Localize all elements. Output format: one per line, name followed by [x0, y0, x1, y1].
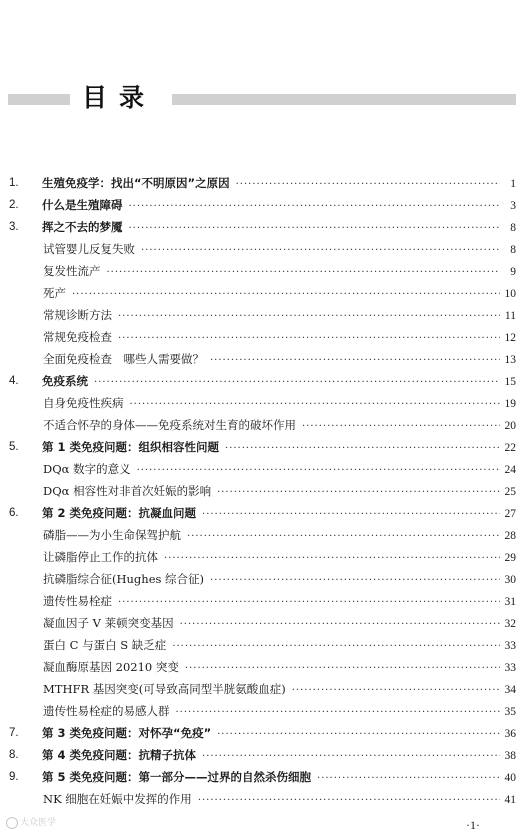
toc-entry-number: 8.	[9, 749, 19, 761]
toc-entry-title: DQα 相容性对非首次妊娠的影响	[43, 484, 212, 498]
toc-entry-title: 磷脂——为小生命保驾护航	[43, 528, 181, 542]
dot-leader	[94, 372, 500, 394]
toc-chapter-row[interactable]	[0, 436, 522, 458]
toc-entry-number: 9.	[9, 771, 19, 783]
toc-page-number: 25	[504, 486, 516, 498]
toc-page-number: 33	[504, 640, 516, 652]
toc-entry	[43, 612, 516, 636]
dot-leader	[107, 262, 501, 284]
toc-entry	[42, 370, 516, 394]
toc-page-number: 8	[510, 222, 516, 234]
toc-entry-title: 不适合怀孕的身体——免疫系统对生育的破坏作用	[43, 418, 296, 432]
dot-leader	[210, 570, 500, 592]
toc-entry-number: 4.	[9, 375, 19, 387]
dot-leader	[202, 746, 500, 768]
toc-entry-title: 第 2 类免疫问题：抗凝血问题	[42, 506, 197, 520]
dot-leader	[225, 438, 500, 460]
toc-entry-title: 第 3 类免疫问题：对怀孕“免疫”	[42, 726, 212, 740]
toc-page-number: 8	[510, 244, 516, 256]
toc-section-row[interactable]	[0, 238, 522, 260]
toc-entry	[42, 436, 516, 460]
toc-entry	[43, 304, 516, 328]
toc-entry	[42, 502, 516, 526]
watermark	[6, 815, 56, 829]
toc-section-row[interactable]	[0, 524, 522, 546]
toc-entry-title: 凝血因子 V 莱顿突变基因	[43, 616, 174, 630]
toc-entry	[42, 766, 516, 790]
toc-entry	[43, 656, 516, 680]
toc-entry	[43, 414, 516, 438]
toc-section-row[interactable]	[0, 590, 522, 612]
toc-entry-number: 7.	[9, 727, 19, 739]
toc-entry-number: 3.	[9, 221, 19, 233]
toc-entry-title: 让磷脂停止工作的抗体	[43, 550, 158, 564]
toc-entry-title: 常规免疫检查	[43, 330, 112, 344]
toc-entry	[43, 546, 516, 570]
toc-entry-title: MTHFR 基因突变(可导致高同型半胱氨酸血症)	[43, 682, 286, 696]
toc-page-number: 38	[504, 750, 516, 762]
toc-entry-number: 6.	[9, 507, 19, 519]
table-of-contents	[0, 172, 522, 810]
toc-chapter-row[interactable]	[0, 172, 522, 194]
toc-entry	[43, 260, 516, 284]
toc-entry-title: 试管婴儿反复失败	[43, 242, 135, 256]
toc-entry	[42, 172, 516, 196]
toc-section-row[interactable]	[0, 656, 522, 678]
toc-section-row[interactable]	[0, 634, 522, 656]
toc-entry	[42, 194, 516, 218]
page-title: 目录	[82, 83, 157, 112]
toc-chapter-row[interactable]	[0, 370, 522, 392]
toc-entry-title: 第 4 类免疫问题：抗精子抗体	[42, 748, 197, 762]
toc-entry-title: NK 细胞在妊娠中发挥的作用	[43, 792, 192, 806]
toc-entry	[43, 348, 516, 372]
toc-section-row[interactable]	[0, 678, 522, 700]
toc-page-number: 33	[504, 662, 516, 674]
toc-page-number: 29	[504, 552, 516, 564]
toc-page-number: 19	[504, 398, 516, 410]
toc-entry-title: 凝血酶原基因 20210 突变	[43, 660, 179, 674]
toc-entry-title: 挥之不去的梦魇	[42, 220, 123, 234]
toc-chapter-row[interactable]	[0, 194, 522, 216]
toc-chapter-row[interactable]	[0, 744, 522, 766]
toc-entry	[42, 744, 516, 768]
dot-leader	[137, 460, 500, 482]
toc-page-number: 22	[504, 442, 516, 454]
toc-section-row[interactable]	[0, 260, 522, 282]
toc-entry-title: 遗传性易栓症的易感人群	[43, 704, 170, 718]
page-number: ·1·	[466, 818, 480, 832]
toc-page-number: 3	[510, 200, 516, 212]
toc-section-row[interactable]	[0, 568, 522, 590]
toc-section-row[interactable]	[0, 414, 522, 436]
dot-leader	[172, 636, 500, 658]
toc-page-number: 12	[504, 332, 516, 344]
dot-leader	[317, 768, 500, 790]
toc-page-number: 32	[504, 618, 516, 630]
title-rule-left	[8, 94, 70, 105]
toc-section-row[interactable]	[0, 326, 522, 348]
dot-leader	[118, 328, 500, 350]
toc-entry	[43, 326, 516, 350]
toc-entry-title: 蛋白 C 与蛋白 S 缺乏症	[43, 638, 167, 652]
toc-entry	[42, 722, 516, 746]
toc-page-number: 15	[504, 376, 516, 388]
dot-leader	[217, 482, 500, 504]
toc-entry-number: 2.	[9, 199, 19, 211]
toc-entry	[43, 590, 516, 614]
toc-section-row[interactable]	[0, 480, 522, 502]
toc-page-number: 34	[504, 684, 516, 696]
toc-section-row[interactable]	[0, 348, 522, 370]
toc-entry	[43, 392, 516, 416]
toc-page-number: 20	[504, 420, 516, 432]
toc-section-row[interactable]	[0, 304, 522, 326]
toc-page-number: 31	[504, 596, 516, 608]
dot-leader	[236, 174, 500, 196]
toc-entry	[43, 458, 516, 482]
toc-entry	[43, 238, 516, 262]
dot-leader	[129, 218, 501, 240]
toc-page-number: 40	[504, 772, 516, 784]
toc-entry	[43, 700, 516, 724]
title-band	[0, 83, 522, 112]
dot-leader	[164, 548, 500, 570]
dot-leader	[141, 240, 500, 262]
title-rule-right	[172, 94, 516, 105]
dot-leader	[187, 526, 500, 548]
dot-leader	[72, 284, 500, 306]
dot-leader	[118, 592, 500, 614]
toc-section-row[interactable]	[0, 788, 522, 810]
toc-page-number: 24	[504, 464, 516, 476]
toc-page-number: 28	[504, 530, 516, 542]
toc-entry-title: 自身免疫性疾病	[43, 396, 124, 410]
watermark-logo-icon	[6, 817, 18, 829]
dot-leader	[302, 416, 500, 438]
dot-leader	[202, 504, 500, 526]
toc-entry-title: 第 1 类免疫问题：组织相容性问题	[42, 440, 220, 454]
toc-page-number: 1	[510, 178, 516, 190]
dot-leader	[217, 724, 500, 746]
toc-entry-title: 第 5 类免疫问题：第一部分——过界的自然杀伤细胞	[42, 770, 312, 784]
toc-entry-title: 免疫系统	[42, 374, 88, 388]
toc-page-number: 30	[504, 574, 516, 586]
toc-entry-title: 生殖免疫学：找出“不明原因”之原因	[42, 176, 230, 190]
toc-entry	[43, 568, 516, 592]
toc-chapter-row[interactable]	[0, 502, 522, 524]
toc-entry	[42, 216, 516, 240]
toc-section-row[interactable]	[0, 612, 522, 634]
toc-entry	[43, 634, 516, 658]
toc-entry-title: 常规诊断方法	[43, 308, 112, 322]
dot-leader	[118, 306, 500, 328]
toc-page-number: 13	[504, 354, 516, 366]
toc-section-row[interactable]	[0, 546, 522, 568]
toc-chapter-row[interactable]	[0, 766, 522, 788]
toc-page-number: 11	[504, 310, 516, 322]
toc-entry-title: 遗传性易栓症	[43, 594, 112, 608]
toc-entry	[43, 788, 516, 812]
toc-page-number: 27	[504, 508, 516, 520]
toc-entry-title: DQα 数字的意义	[43, 462, 131, 476]
toc-entry-title: 全面免疫检查 哪些人需要做？	[43, 352, 204, 366]
toc-entry-title: 死产	[43, 286, 66, 300]
dot-leader	[130, 394, 501, 416]
toc-entry-number: 5.	[9, 441, 19, 453]
toc-entry	[43, 678, 516, 702]
dot-leader	[176, 702, 501, 724]
toc-section-row[interactable]	[0, 282, 522, 304]
toc-entry-number: 1.	[9, 177, 19, 189]
toc-section-row[interactable]	[0, 392, 522, 414]
toc-page-number: 10	[504, 288, 516, 300]
toc-entry	[43, 480, 516, 504]
dot-leader	[210, 350, 500, 372]
toc-page-number: 35	[504, 706, 516, 718]
toc-entry	[43, 282, 516, 306]
dot-leader	[185, 658, 500, 680]
toc-entry-title: 复发性流产	[43, 264, 101, 278]
dot-leader	[198, 790, 500, 812]
toc-entry	[43, 524, 516, 548]
dot-leader	[180, 614, 500, 636]
toc-chapter-row[interactable]	[0, 216, 522, 238]
toc-entry-title: 抗磷脂综合征(Hughes 综合征)	[43, 572, 205, 586]
toc-page-number: 36	[504, 728, 516, 740]
toc-page-number: 41	[504, 794, 516, 806]
toc-entry-title: 什么是生殖障碍	[42, 198, 123, 212]
toc-section-row[interactable]	[0, 700, 522, 722]
toc-page-number: 9	[510, 266, 516, 278]
dot-leader	[292, 680, 500, 702]
toc-chapter-row[interactable]	[0, 722, 522, 744]
watermark-text: 大众医学	[20, 818, 57, 828]
dot-leader	[129, 196, 501, 218]
toc-section-row[interactable]	[0, 458, 522, 480]
